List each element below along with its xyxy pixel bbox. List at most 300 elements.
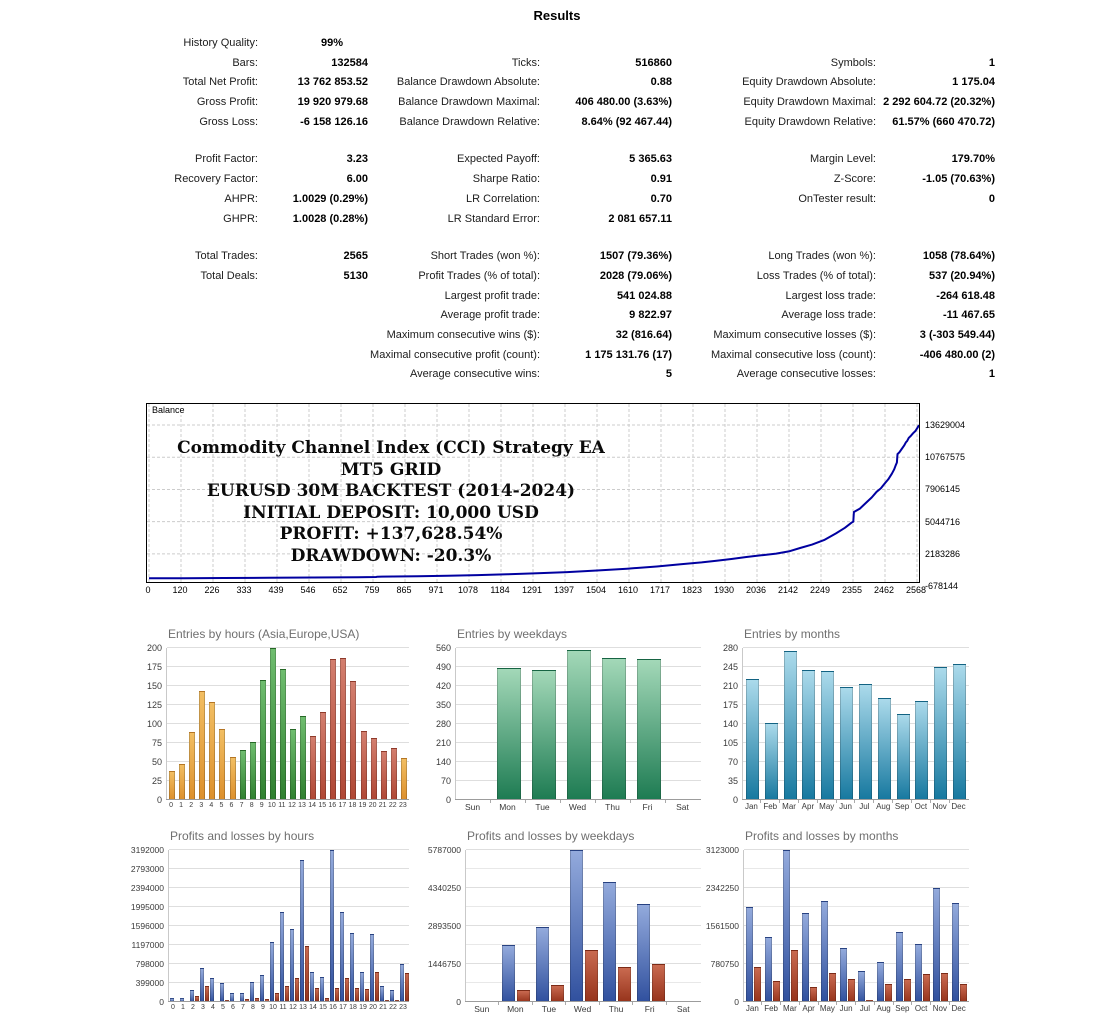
bar-entries — [859, 684, 872, 800]
stat-value: 406 480.00 (3.63%) — [575, 96, 672, 109]
x-tick-label: 11 — [278, 802, 286, 809]
x-tick-label: Aug — [874, 1004, 893, 1013]
bar-entries — [934, 667, 947, 800]
x-tick-label: Jan — [745, 1004, 759, 1013]
x-tick-label: Fri — [633, 1004, 667, 1014]
bar-loss — [295, 978, 299, 1002]
stat-label: Z-Score: — [833, 173, 876, 186]
x-tick-label: 5 — [221, 1004, 225, 1011]
x-tick-label: Aug — [874, 802, 893, 811]
chart-title: Entries by weekdays — [457, 627, 568, 641]
bar-group — [399, 964, 409, 1002]
stat-value: 0.88 — [650, 76, 672, 89]
stat-value: 179.70% — [951, 153, 995, 166]
stats-row — [145, 113, 995, 133]
x-tick-label: Nov — [930, 802, 949, 811]
bar-entries — [953, 664, 966, 800]
bar-profit — [210, 978, 214, 1003]
x-tick-label: 0 — [169, 802, 173, 809]
bar-entries — [260, 680, 266, 800]
x-tick-label: May — [818, 1004, 837, 1013]
y-tick-label: 70 — [440, 775, 451, 786]
y-tick-label: 4340250 — [427, 882, 461, 893]
y-tick-label: 2893500 — [427, 920, 461, 931]
y-tick-label: 0 — [734, 996, 739, 1007]
y-tick-label: 1596000 — [130, 920, 164, 931]
stat-value: 1 — [988, 368, 995, 381]
bar-profit — [290, 929, 294, 1002]
stat-label: Expected Payoff: — [457, 153, 540, 166]
stat-label: Gross Profit: — [196, 96, 258, 109]
bar-loss — [205, 986, 209, 1002]
balance-y-tick-label: 2183286 — [925, 549, 961, 559]
bar-row — [744, 850, 969, 1002]
bar-group — [743, 679, 762, 800]
stat-value — [258, 287, 368, 307]
bar-loss — [960, 984, 967, 1002]
stat-label: Maximal consecutive profit (count): — [370, 348, 540, 361]
balance-y-tick-label: 13629004 — [925, 420, 966, 430]
bar-profit — [746, 907, 753, 1002]
x-tick-label: 19 — [359, 1004, 367, 1011]
bar-profit — [952, 903, 959, 1002]
x-tick-label: 3 — [201, 1004, 205, 1011]
x-tick-label: 14 — [309, 1004, 317, 1011]
x-tick-label: Sun — [464, 802, 481, 812]
bar-row — [466, 850, 701, 1002]
bar-profit — [858, 971, 865, 1002]
stats-row — [145, 54, 995, 74]
x-tick-label: Wed — [560, 802, 595, 812]
y-tick-label: 2394000 — [130, 882, 164, 893]
bar-group — [199, 968, 209, 1003]
chart-x-axis — [742, 802, 968, 811]
stat-label: Short Trades (won %): — [430, 250, 540, 263]
stat-value: -264 618.48 — [936, 289, 995, 302]
stat-label: LR Standard Error: — [447, 212, 540, 225]
chart-y-axis — [140, 642, 166, 805]
bar-loss — [355, 988, 359, 1002]
bar-entries — [350, 681, 356, 800]
stat-value: 2565 — [343, 250, 368, 263]
x-tick-label: 7 — [241, 1004, 245, 1011]
bar-group — [744, 907, 763, 1002]
balance-y-axis — [925, 403, 995, 593]
balance-overlay-line: MT5 GRID — [340, 459, 442, 480]
bar-profit — [840, 948, 847, 1003]
x-axis-baseline — [166, 799, 409, 800]
stat-label: OnTester result: — [798, 192, 876, 205]
bar-group — [348, 681, 358, 800]
bar-group — [278, 669, 288, 801]
bar-group — [349, 933, 359, 1003]
balance-x-tick-label: 1823 — [681, 585, 703, 595]
bar-group — [167, 771, 177, 800]
stat-value: -11 467.65 — [943, 309, 995, 322]
stat-value: 537 (20.94%) — [928, 269, 995, 282]
x-tick-label: 11 — [279, 1004, 287, 1011]
bar-row — [456, 648, 701, 800]
chart-plot — [168, 850, 409, 1002]
x-tick-label: 5 — [219, 802, 224, 809]
bar-profit — [320, 977, 324, 1002]
bar-profit — [877, 962, 884, 1002]
x-tick-label: Nov — [931, 1004, 950, 1013]
balance-x-tick-label: 120 — [172, 585, 188, 595]
bar-entries — [240, 750, 246, 800]
stat-value — [540, 34, 672, 54]
stat-value: 1 175 131.76 (17) — [585, 348, 672, 361]
bar-entries — [270, 648, 276, 800]
bar-loss — [941, 973, 948, 1002]
y-tick-label: 125 — [146, 699, 162, 710]
bar-group — [389, 748, 399, 800]
balance-overlay-line: INITIAL DEPOSIT: 10,000 USD — [243, 502, 539, 523]
chart-body — [140, 642, 409, 805]
x-tick-label: Apr — [799, 1004, 818, 1013]
balance-x-tick-label: 2355 — [841, 585, 863, 595]
y-tick-label: 490 — [435, 661, 451, 672]
bar-group — [894, 714, 913, 800]
x-tick-label: 9 — [261, 1004, 265, 1011]
bar-group — [289, 929, 299, 1002]
chart-title: Entries by months — [744, 627, 841, 641]
balance-y-tick-label: 5044716 — [925, 517, 961, 527]
bar-group — [279, 912, 289, 1002]
stat-label: Balance Drawdown Maximal: — [398, 96, 540, 109]
chart-x-axis — [166, 802, 408, 809]
x-tick-label: 6 — [229, 802, 234, 809]
bar-group — [319, 977, 329, 1002]
stat-value: 5 365.63 — [629, 153, 672, 166]
bar-loss — [848, 979, 855, 1002]
stat-label: Balance Drawdown Relative: — [399, 115, 540, 128]
bar-group — [217, 729, 227, 800]
bar-group — [567, 850, 601, 1002]
bar-loss — [923, 974, 930, 1002]
balance-x-tick-label: 333 — [236, 585, 252, 595]
stat-label: Total Deals: — [200, 269, 258, 282]
bar-group — [596, 658, 631, 801]
x-tick-label: Sat — [665, 802, 700, 812]
stat-value — [258, 365, 368, 385]
bar-group — [197, 691, 207, 800]
stat-value: 9 822.97 — [629, 309, 672, 322]
chart-plot — [465, 850, 701, 1002]
balance-x-tick-label: 1184 — [490, 585, 510, 595]
bar-group — [269, 942, 279, 1003]
balance-x-tick-label: 1930 — [713, 585, 735, 595]
x-tick-label: Thu — [599, 1004, 633, 1014]
bar-profit — [250, 982, 254, 1002]
stat-label: Maximum consecutive wins ($): — [386, 328, 540, 341]
balance-overlay-line: DRAWDOWN: -20.3% — [290, 545, 492, 566]
stat-label: Margin Level: — [809, 153, 876, 166]
y-tick-label: 0 — [732, 794, 738, 805]
bar-group — [258, 680, 268, 800]
stat-value: 1.0029 (0.29%) — [292, 192, 368, 205]
x-tick-label: May — [817, 802, 836, 811]
bar-group — [500, 945, 534, 1002]
chart-title: Profits and losses by weekdays — [467, 829, 635, 843]
bar-entries — [915, 701, 928, 800]
chart-entries-by-weekdays — [428, 627, 701, 812]
y-tick-label: 420 — [435, 680, 451, 691]
x-tick-label: Tue — [532, 1004, 566, 1014]
x-axis-baseline — [742, 799, 969, 800]
y-tick-label: 798000 — [135, 958, 164, 969]
y-tick-label: 280 — [722, 642, 738, 653]
balance-x-tick-label: 226 — [204, 585, 220, 595]
stat-label — [145, 287, 258, 307]
balance-x-tick-label: 1717 — [649, 585, 671, 595]
balance-overlay-line: Commodity Channel Index (CCI) Strategy EA — [177, 438, 605, 458]
bar-profit — [915, 944, 922, 1002]
chart-plot — [742, 648, 969, 800]
stats-row — [145, 306, 995, 326]
stat-label — [145, 306, 258, 326]
bar-loss — [285, 986, 289, 1002]
stat-label: Long Trades (won %): — [768, 250, 876, 263]
balance-y-tick-label: 10767575 — [925, 452, 966, 462]
x-tick-label: 12 — [288, 802, 296, 809]
stat-value: 541 024.88 — [616, 289, 672, 302]
bar-loss — [885, 984, 892, 1002]
y-tick-label: 1197000 — [131, 939, 164, 950]
balance-x-tick-label: 2142 — [777, 585, 799, 595]
bar-entries — [209, 702, 215, 800]
x-tick-label: 7 — [239, 802, 244, 809]
x-tick-label: Mon — [499, 1004, 533, 1014]
bar-entries — [802, 670, 815, 800]
x-tick-label: 6 — [231, 1004, 235, 1011]
stat-value: 0 — [988, 192, 995, 205]
stat-label: Equity Drawdown Relative: — [744, 115, 876, 128]
bar-group — [600, 882, 634, 1002]
chart-pl-by-hours — [122, 829, 409, 1011]
bar-group — [526, 670, 561, 800]
bar-entries — [179, 764, 185, 801]
x-axis-baseline — [168, 1001, 409, 1002]
x-axis-baseline — [465, 1001, 701, 1002]
bar-profit — [310, 972, 314, 1002]
bar-group — [207, 702, 217, 800]
chart-pl-by-months — [697, 829, 969, 1013]
bar-loss — [773, 981, 780, 1002]
chart-x-axis — [743, 1004, 968, 1013]
x-tick-label: 4 — [209, 802, 214, 809]
bar-profit — [200, 968, 204, 1003]
bar-entries — [320, 712, 326, 800]
bar-group — [950, 664, 969, 800]
bar-group — [932, 888, 951, 1002]
stat-value: 1 — [988, 56, 995, 69]
x-tick-label: Thu — [595, 802, 630, 812]
x-tick-label: Sep — [893, 1004, 912, 1013]
stats-row — [145, 326, 995, 346]
chart-y-axis — [428, 642, 455, 805]
stat-label: Total Net Profit: — [182, 76, 258, 89]
bar-loss — [618, 967, 631, 1002]
bar-profit — [765, 937, 772, 1002]
bar-profit — [783, 850, 790, 1002]
bar-group — [358, 731, 368, 800]
y-tick-label: 175 — [146, 661, 162, 672]
x-tick-label: 21 — [378, 802, 387, 809]
bar-row — [167, 648, 409, 800]
x-tick-label: 15 — [318, 802, 327, 809]
stat-value: -1.05 (70.63%) — [922, 173, 995, 186]
x-tick-label: Dec — [949, 1004, 968, 1013]
bar-entries — [765, 723, 778, 800]
y-tick-label: 75 — [151, 737, 162, 748]
balance-x-tick-label: 2249 — [809, 585, 831, 595]
stat-value: 2 081 657.11 — [608, 212, 672, 225]
x-tick-label: 20 — [369, 1004, 377, 1011]
chart-title: Entries by hours (Asia,Europe,USA) — [168, 627, 360, 641]
bar-loss — [305, 946, 309, 1002]
bar-profit — [360, 972, 364, 1002]
bar-loss — [904, 979, 911, 1002]
bar-loss — [375, 972, 379, 1002]
stats-row — [145, 73, 995, 93]
y-tick-label: 5787000 — [427, 844, 461, 855]
y-tick-label: 105 — [722, 737, 738, 748]
chart-pl-by-weekdays — [419, 829, 701, 1014]
bar-group — [762, 723, 781, 800]
stat-value — [258, 306, 368, 326]
y-tick-label: 2793000 — [130, 863, 164, 874]
bar-profit — [300, 860, 304, 1002]
y-tick-label: 1446750 — [427, 958, 461, 969]
bar-group — [763, 937, 782, 1002]
bar-profit — [400, 964, 404, 1002]
x-tick-label: 8 — [251, 1004, 255, 1011]
bar-entries — [189, 732, 195, 800]
bar-group — [782, 850, 801, 1002]
bar-group — [259, 975, 269, 1002]
bar-entries — [878, 698, 891, 800]
x-tick-label: 13 — [298, 802, 306, 809]
bar-entries — [602, 658, 626, 801]
balance-legend-label: Balance — [152, 405, 185, 415]
x-tick-label: 20 — [368, 802, 377, 809]
chart-plot — [455, 648, 701, 800]
balance-x-axis — [146, 585, 926, 597]
stat-label: Equity Drawdown Maximal: — [743, 96, 876, 109]
chart-body — [419, 844, 701, 1007]
bar-group — [328, 659, 338, 800]
bar-entries — [280, 669, 286, 801]
stats-row — [145, 34, 995, 54]
bar-group — [318, 712, 328, 800]
stat-value: 8.64% (92 467.44) — [581, 115, 672, 128]
bar-profit — [260, 975, 264, 1002]
y-tick-label: 0 — [159, 996, 164, 1007]
bar-group — [856, 684, 875, 800]
y-tick-label: 780750 — [710, 958, 739, 969]
chart-entries-by-hours — [140, 627, 409, 809]
stats-row — [145, 190, 995, 210]
x-tick-label: Sat — [666, 1004, 700, 1014]
y-tick-label: 35 — [727, 775, 738, 786]
bar-group — [837, 687, 856, 801]
balance-x-tick-label: 1610 — [617, 585, 639, 595]
x-tick-label: 18 — [349, 1004, 357, 1011]
chart-title: Profits and losses by hours — [170, 829, 315, 843]
bar-profit — [603, 882, 616, 1002]
bar-profit — [330, 850, 334, 1002]
chart-plot — [166, 648, 409, 800]
bar-group — [288, 729, 298, 800]
y-tick-label: 210 — [435, 737, 451, 748]
bar-group — [339, 912, 349, 1002]
stat-value — [876, 34, 995, 54]
bar-profit — [370, 934, 374, 1002]
bar-group — [248, 742, 258, 801]
bar-profit — [270, 942, 274, 1003]
stat-label: Bars: — [232, 56, 258, 69]
bar-entries — [230, 757, 236, 800]
y-tick-label: 3192000 — [130, 844, 164, 855]
x-tick-label: 10 — [267, 802, 276, 809]
y-tick-label: 0 — [156, 794, 162, 805]
bar-group — [800, 913, 819, 1002]
x-tick-label: Mar — [780, 802, 799, 811]
bar-group — [875, 698, 894, 800]
stats-table — [145, 34, 995, 385]
bar-entries — [567, 650, 591, 800]
y-tick-label: 0 — [445, 794, 451, 805]
x-tick-label: Sep — [893, 802, 912, 811]
stat-label — [145, 326, 258, 346]
bar-entries — [497, 668, 521, 800]
stat-label: LR Correlation: — [466, 192, 540, 205]
bar-group — [912, 701, 931, 800]
bar-loss — [652, 964, 665, 1002]
stat-label — [672, 210, 876, 230]
chart-x-axis — [465, 1004, 700, 1014]
bar-group — [875, 962, 894, 1002]
x-tick-label: Jun — [836, 802, 855, 811]
bar-group — [177, 764, 187, 801]
bar-row — [169, 850, 409, 1002]
x-tick-label: 15 — [319, 1004, 327, 1011]
bar-entries — [250, 742, 256, 801]
stat-label: Symbols: — [830, 56, 876, 69]
bar-group — [379, 751, 389, 800]
stat-label: Gross Loss: — [199, 115, 258, 128]
x-tick-label: Feb — [762, 1004, 781, 1013]
bar-entries — [371, 738, 377, 800]
bar-profit — [821, 901, 828, 1002]
stat-value: 3.23 — [346, 153, 368, 166]
bar-group — [819, 901, 838, 1002]
stats-row — [145, 346, 995, 366]
chart-plot — [743, 850, 969, 1002]
stat-label — [145, 365, 258, 385]
stat-label: Average consecutive wins: — [409, 368, 540, 381]
bar-entries — [784, 651, 797, 800]
x-tick-label: 12 — [289, 1004, 297, 1011]
balance-x-tick-label: 0 — [145, 585, 151, 595]
x-tick-label: Jul — [856, 1004, 875, 1013]
stats-row — [145, 287, 995, 307]
x-tick-label: Tue — [525, 802, 560, 812]
balance-x-tick-label: 652 — [332, 585, 348, 595]
stat-value: 2028 (79.06%) — [599, 269, 672, 282]
y-tick-label: 70 — [727, 756, 738, 767]
